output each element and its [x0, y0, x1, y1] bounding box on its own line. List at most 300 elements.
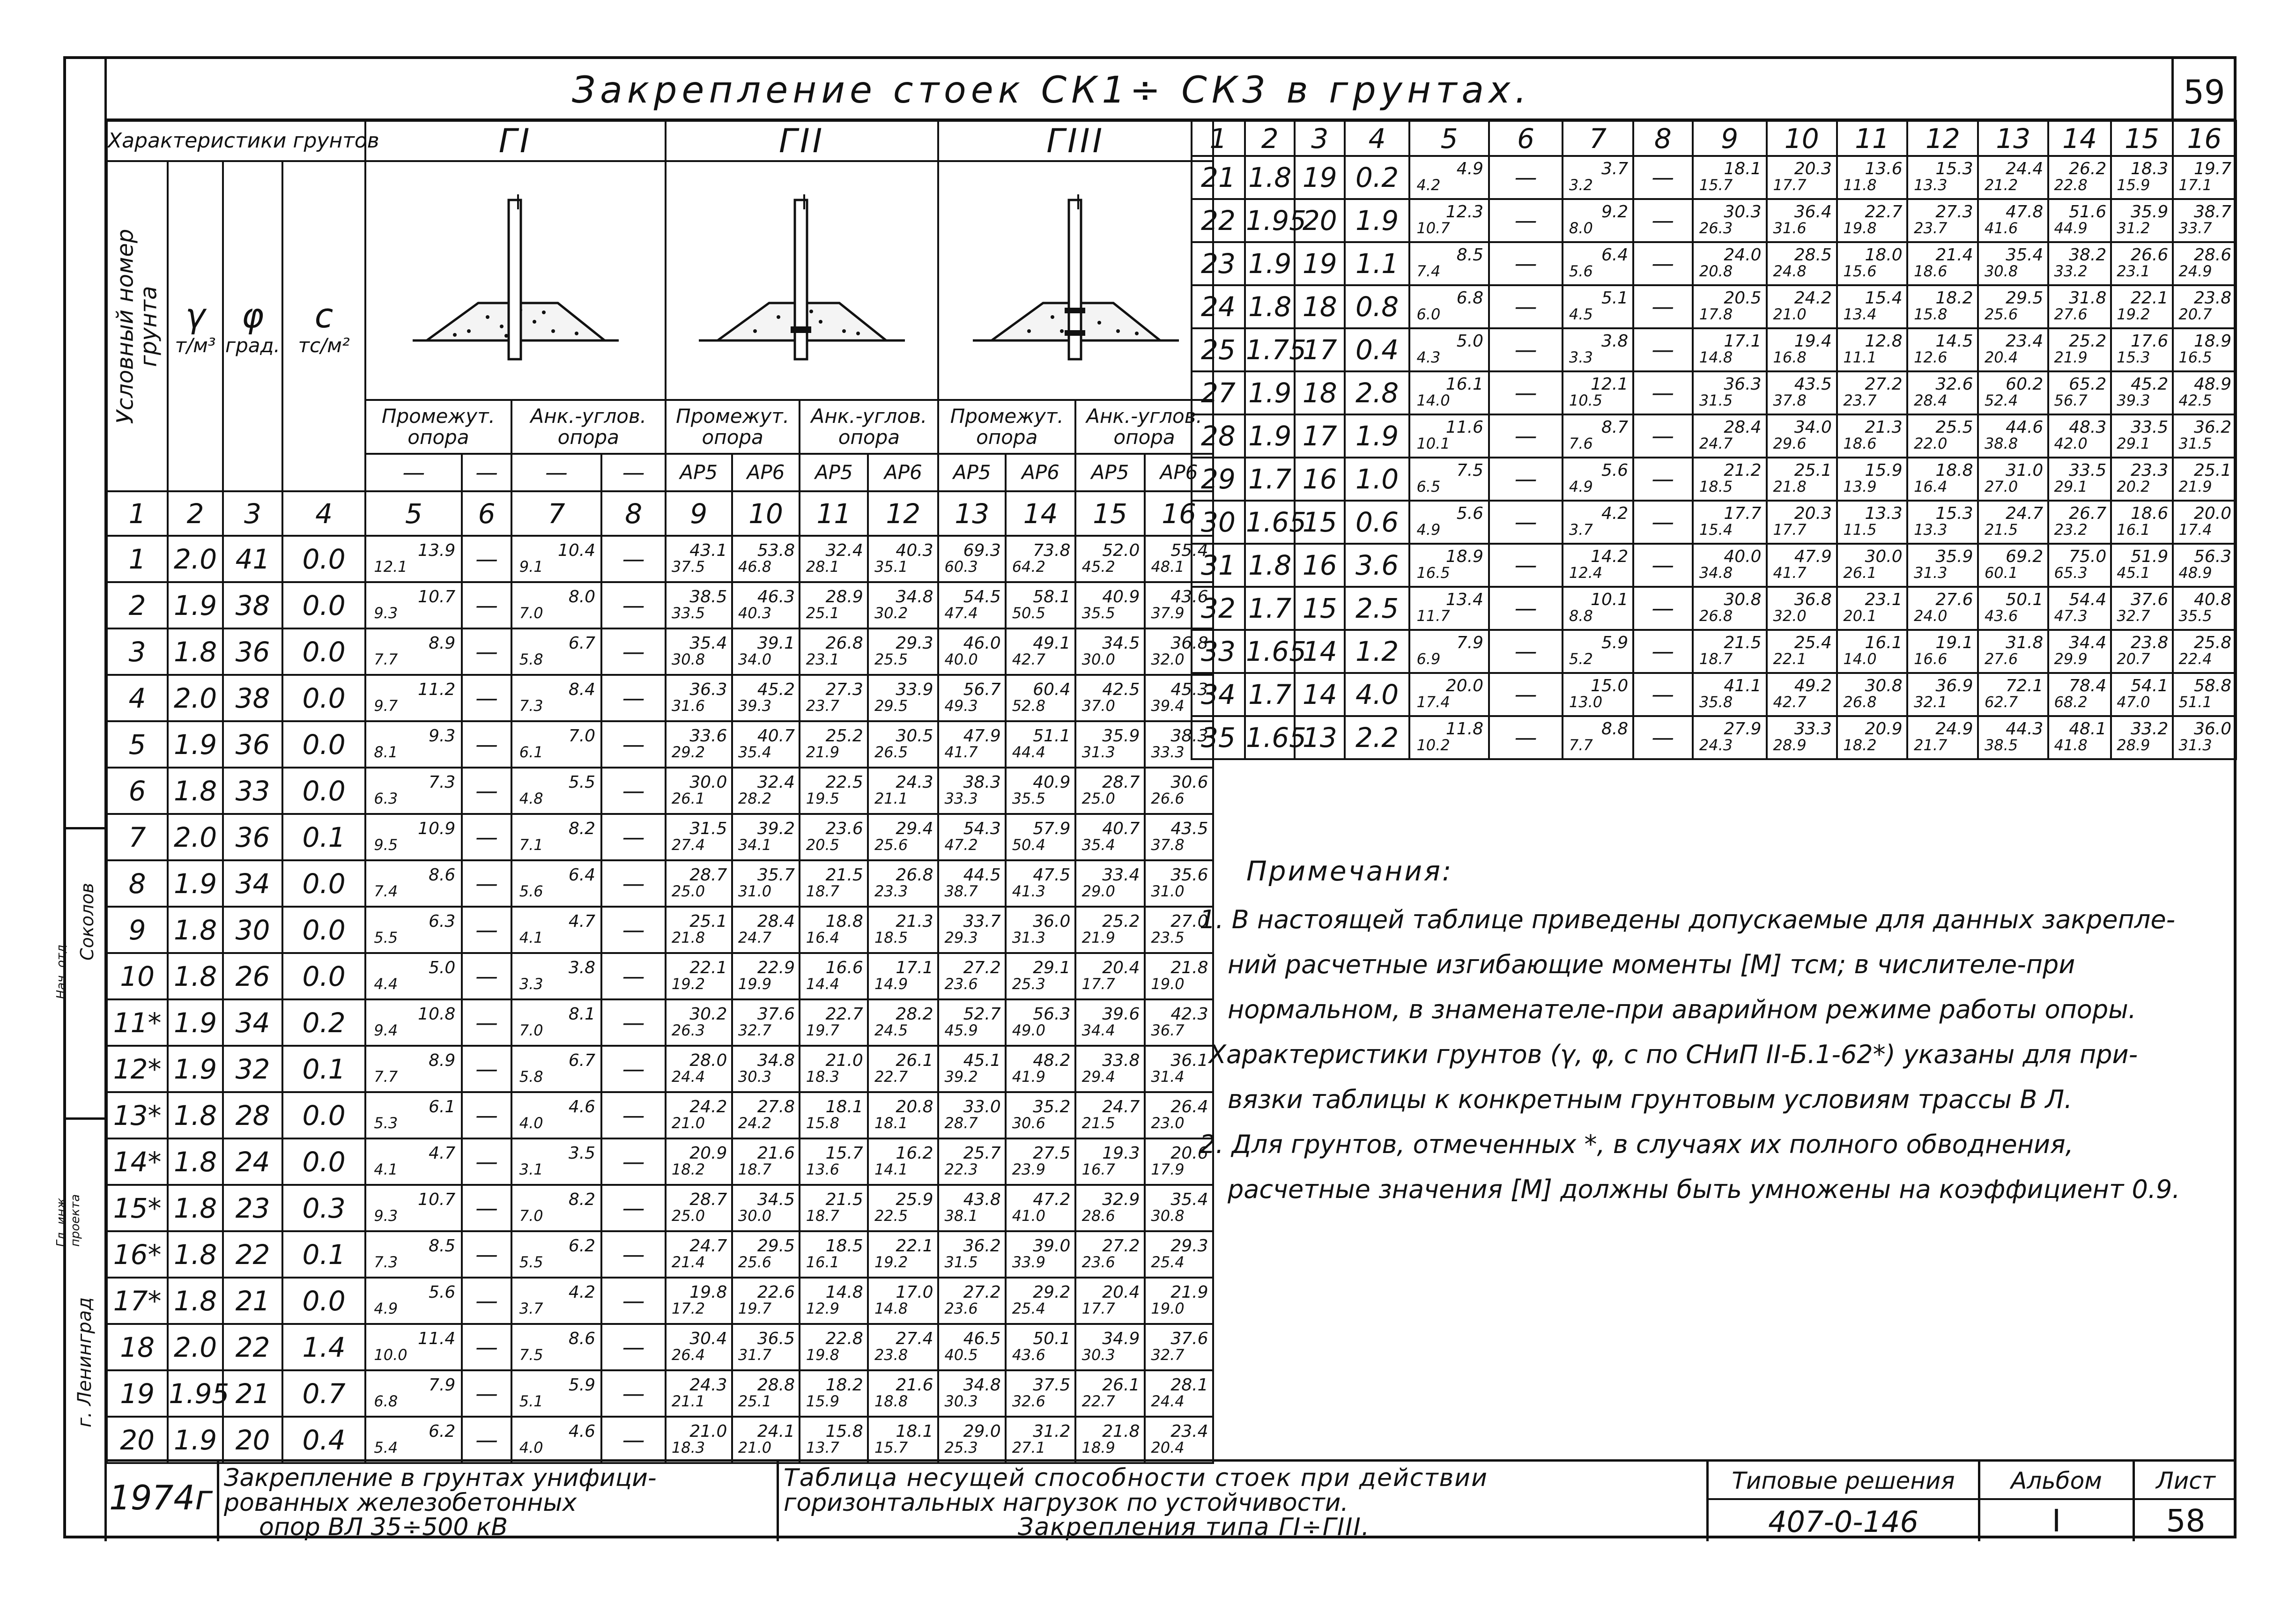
moment-cell — [1409, 371, 1489, 414]
moment-emergency: 38.5 — [689, 587, 727, 606]
moment-normal: 40.0 — [944, 650, 978, 668]
soil-density: 1.8 — [168, 907, 223, 953]
moment-normal: 11.7 — [1416, 607, 1450, 625]
moment-emergency: 23.8 — [2131, 633, 2169, 652]
moment-emergency: 15.7 — [825, 1143, 863, 1163]
column-number: 11 — [1837, 121, 1908, 156]
note-line: ний расчетные изгибающие моменты [М] тсм; в числителе-при — [1228, 950, 2075, 979]
moment-cell — [2048, 414, 2111, 458]
moment-normal: 31.3 — [1012, 928, 1045, 946]
moment-emergency: 28.7 — [689, 1190, 727, 1209]
moment-normal: 16.7 — [1081, 1160, 1115, 1178]
moment-cell — [800, 721, 868, 768]
moment-emergency: 36.4 — [1794, 202, 1832, 222]
moment-emergency: 27.3 — [1935, 202, 1973, 222]
soil-friction-angle: 14 — [1295, 630, 1345, 673]
moment-normal: 41.0 — [1012, 1206, 1045, 1225]
moment-normal: 17.7 — [1081, 975, 1115, 993]
moment-normal: 21.1 — [671, 1392, 705, 1410]
moment-normal: 22.8 — [2054, 176, 2088, 194]
moment-normal: 5.1 — [519, 1392, 543, 1410]
moment-normal: 18.1 — [874, 1114, 908, 1132]
moment-emergency: 28.9 — [825, 587, 863, 606]
moment-emergency: 36.3 — [689, 680, 727, 699]
moment-cell — [1075, 1185, 1145, 1231]
foundation-sketch-g3 — [938, 161, 1213, 400]
moment-cell — [1837, 587, 1908, 630]
column-number: 9 — [666, 491, 732, 536]
moment-cell — [1693, 587, 1767, 630]
moment-emergency: 8.0 — [568, 587, 596, 606]
moment-normal: 32.7 — [738, 1021, 772, 1039]
cohesion-header — [282, 161, 365, 491]
moment-cell — [511, 1370, 602, 1417]
moment-normal: 5.4 — [374, 1438, 398, 1456]
moment-emergency: 48.9 — [2193, 375, 2232, 394]
table-row — [107, 860, 1213, 907]
moment-emergency: 8.4 — [568, 680, 596, 699]
moment-emergency: 24.9 — [1935, 719, 1973, 739]
moment-cell — [2111, 501, 2173, 544]
soil-cohesion: 1.0 — [1345, 458, 1409, 501]
moment-normal: 23.1 — [2117, 262, 2150, 280]
moment-cell — [938, 675, 1006, 721]
moment-cell — [1837, 414, 1908, 458]
tb-album-label: Альбом — [2011, 1467, 2102, 1494]
moment-cell — [732, 768, 800, 814]
soil-number: 10 — [107, 953, 168, 999]
moment-emergency: 18.3 — [2131, 159, 2169, 178]
soil-number: 28 — [1192, 414, 1245, 458]
moment-emergency: 51.6 — [2069, 202, 2107, 222]
moment-cell — [1075, 721, 1145, 768]
moment-emergency: 47.2 — [1033, 1190, 1071, 1209]
moment-cell — [2111, 242, 2173, 285]
moment-cell — [800, 536, 868, 582]
moment-emergency: 19.3 — [1102, 1143, 1140, 1163]
moment-emergency: 36.0 — [2193, 719, 2232, 739]
moment-normal: 4.4 — [374, 975, 398, 993]
moment-emergency: 3.7 — [1601, 159, 1629, 178]
soil-density: 2.0 — [168, 675, 223, 721]
moment-cell — [511, 1231, 602, 1278]
moment-normal: 15.3 — [2117, 348, 2150, 366]
moment-normal: 7.7 — [1569, 736, 1593, 754]
moment-cell — [511, 1185, 602, 1231]
moment-normal: 21.4 — [671, 1253, 705, 1271]
moment-emergency: 28.7 — [1102, 772, 1140, 792]
moment-emergency: 26.7 — [2069, 504, 2107, 523]
moment-normal: 23.1 — [806, 650, 839, 668]
moment-normal: 5.3 — [374, 1114, 398, 1132]
moment-cell — [1693, 414, 1767, 458]
moment-normal: 31.3 — [2178, 736, 2212, 754]
moment-emergency: 20.6 — [1170, 1143, 1208, 1163]
moment-emergency: 5.0 — [1456, 332, 1484, 351]
moment-cell — [1006, 721, 1075, 768]
moment-emergency: 36.8 — [1794, 590, 1832, 609]
moment-emergency: 5.9 — [568, 1375, 596, 1395]
moment-normal: 17.7 — [1773, 176, 1807, 194]
soil-cohesion: 0.0 — [282, 628, 365, 675]
moment-cell — [1409, 156, 1489, 199]
moment-emergency: 25.2 — [825, 726, 863, 746]
moment-emergency: 13.4 — [1445, 590, 1484, 609]
moment-normal: 5.8 — [519, 650, 543, 668]
moment-emergency: 8.6 — [568, 1329, 596, 1348]
moment-normal: 9.5 — [374, 835, 398, 854]
moment-normal: 13.3 — [1914, 176, 1948, 194]
soil-density: 1.9 — [168, 999, 223, 1046]
table-row — [107, 1092, 1213, 1138]
moment-normal: 9.1 — [519, 557, 543, 576]
moment-emergency: 17.1 — [1724, 332, 1762, 351]
soil-table-left — [106, 120, 1214, 1464]
moment-emergency: 10.4 — [557, 540, 596, 560]
column-number: 2 — [168, 491, 223, 536]
empty-dash-cell: — — [601, 721, 666, 768]
moment-cell — [1006, 675, 1075, 721]
moment-cell — [868, 628, 938, 675]
moment-cell — [2048, 501, 2111, 544]
moment-cell — [1409, 630, 1489, 673]
moment-normal: 15.9 — [2117, 176, 2150, 194]
moment-normal: 47.4 — [944, 604, 978, 622]
empty-dash-cell: — — [462, 675, 511, 721]
table-row — [107, 536, 1213, 582]
moment-normal: 24.9 — [2178, 262, 2212, 280]
moment-normal: 7.3 — [519, 696, 543, 715]
moment-normal: 10.0 — [374, 1345, 407, 1364]
moment-normal: 20.5 — [806, 835, 839, 854]
moment-emergency: 20.4 — [1102, 958, 1140, 977]
empty-dash-cell: — — [601, 536, 666, 582]
moment-cell — [511, 1138, 602, 1185]
moment-cell — [938, 536, 1006, 582]
moment-emergency: 29.4 — [896, 819, 933, 838]
moment-emergency: 35.7 — [757, 865, 795, 885]
moment-normal: 14.4 — [806, 975, 839, 993]
moment-cell — [1075, 675, 1145, 721]
moment-cell — [1006, 628, 1075, 675]
note-line: нормальном, в знаменателе-при аварийном режиме работы опоры. — [1228, 995, 2136, 1024]
moment-cell — [1409, 716, 1489, 759]
moment-emergency: 44.3 — [2006, 719, 2044, 739]
moment-cell — [1907, 458, 1978, 501]
table-row — [1192, 199, 2236, 242]
moment-emergency: 38.2 — [2069, 245, 2107, 265]
soil-number: 5 — [107, 721, 168, 768]
moment-emergency: 22.7 — [1865, 202, 1903, 222]
moment-cell — [732, 536, 800, 582]
moment-normal: 18.7 — [806, 882, 839, 900]
moment-cell — [1693, 673, 1767, 716]
moment-normal: 15.7 — [1699, 176, 1733, 194]
moment-emergency: 48.3 — [2069, 418, 2107, 437]
g2-anchor-header: Анк.-углов. опора — [800, 400, 938, 454]
soil-density: 1.9 — [168, 721, 223, 768]
moment-cell — [1006, 1324, 1075, 1370]
sheet-title: Закрепление стоек СК1÷ СК3 в грунтах. — [572, 69, 1532, 111]
moment-emergency: 33.6 — [689, 726, 727, 746]
moment-cell — [1563, 716, 1633, 759]
moment-cell — [1837, 544, 1908, 587]
moment-emergency: 39.2 — [757, 819, 795, 838]
moment-normal: 48.9 — [2178, 564, 2212, 582]
column-number: 13 — [938, 491, 1006, 536]
moment-cell — [1767, 328, 1837, 371]
moment-emergency: 25.1 — [689, 911, 727, 931]
moment-normal: 29.3 — [944, 928, 978, 946]
moment-cell — [1978, 242, 2048, 285]
moment-cell — [938, 1370, 1006, 1417]
moment-cell — [732, 1417, 800, 1463]
moment-normal: 42.0 — [2054, 435, 2088, 452]
empty-dash-cell: — — [601, 1046, 666, 1092]
moment-emergency: 40.8 — [2193, 590, 2232, 609]
moment-cell — [1075, 768, 1145, 814]
soil-cohesion: 0.0 — [282, 721, 365, 768]
moment-emergency: 43.5 — [1170, 819, 1208, 838]
moment-emergency: 6.1 — [429, 1097, 456, 1116]
moment-cell — [666, 999, 732, 1046]
soil-cohesion: 1.1 — [1345, 242, 1409, 285]
moment-normal: 47.2 — [944, 835, 978, 854]
moment-cell — [800, 1138, 868, 1185]
moment-emergency: 11.8 — [1445, 719, 1484, 739]
moment-normal: 30.8 — [1151, 1206, 1185, 1225]
moment-emergency: 30.0 — [1865, 547, 1903, 566]
empty-dash-cell: — — [1489, 716, 1563, 759]
moment-emergency: 8.8 — [1601, 719, 1629, 739]
moment-cell — [732, 953, 800, 999]
empty-dash-cell: — — [1489, 630, 1563, 673]
moment-cell — [365, 1278, 462, 1324]
moment-emergency: 8.2 — [568, 819, 596, 838]
moment-emergency: 45.2 — [757, 680, 795, 699]
moment-normal: 22.4 — [2178, 650, 2212, 668]
moment-cell — [666, 1138, 732, 1185]
moment-cell — [365, 582, 462, 628]
moment-cell — [1075, 999, 1145, 1046]
moment-cell — [666, 628, 732, 675]
g1-anchor-header: Анк.-углов. опора — [511, 400, 666, 454]
moment-emergency: 17.6 — [2131, 332, 2169, 351]
empty-dash-cell: — — [1633, 156, 1693, 199]
moment-emergency: 31.5 — [689, 819, 727, 838]
moment-normal: 21.1 — [874, 789, 908, 807]
g3-anchor-header: Анк.-углов. опора — [1075, 400, 1213, 454]
moment-normal: 45.1 — [2117, 564, 2150, 582]
table-row — [1192, 501, 2236, 544]
moment-emergency: 13.6 — [1865, 159, 1903, 178]
moment-normal: 35.5 — [1012, 789, 1045, 807]
table-row — [107, 768, 1213, 814]
title-block — [104, 1459, 2237, 1541]
empty-dash-cell: — — [462, 1046, 511, 1092]
moment-cell — [868, 1370, 938, 1417]
moment-normal: 41.7 — [1773, 564, 1807, 582]
column-number: 11 — [800, 491, 868, 536]
moment-cell — [2048, 630, 2111, 673]
moment-normal: 14.9 — [874, 975, 908, 993]
moment-normal: 25.3 — [1012, 975, 1045, 993]
soil-number: 24 — [1192, 285, 1245, 328]
moment-emergency: 44.5 — [963, 865, 1001, 885]
phi-header — [223, 161, 282, 491]
moment-emergency: 33.4 — [1102, 865, 1140, 885]
moment-cell — [1907, 544, 1978, 587]
moment-normal: 23.7 — [1914, 219, 1948, 237]
moment-normal: 21.9 — [1081, 928, 1115, 946]
soil-friction-angle: 16 — [1295, 544, 1345, 587]
moment-emergency: 25.2 — [1102, 911, 1140, 931]
column-number: 9 — [1693, 121, 1767, 156]
moment-cell — [1409, 673, 1489, 716]
moment-normal: 16.8 — [1773, 348, 1807, 366]
moment-normal: 27.6 — [2054, 305, 2088, 323]
soil-friction-angle: 33 — [223, 768, 282, 814]
moment-emergency: 23.8 — [2193, 288, 2232, 308]
moment-emergency: 37.6 — [2131, 590, 2169, 609]
moment-normal: 31.7 — [738, 1345, 772, 1364]
table-row — [1192, 156, 2236, 199]
moment-emergency: 8.5 — [1456, 245, 1484, 265]
moment-emergency: 34.9 — [1102, 1329, 1140, 1348]
moment-emergency: 16.1 — [1865, 633, 1903, 652]
moment-cell — [938, 1417, 1006, 1463]
empty-dash-cell: — — [462, 1324, 511, 1370]
soil-density: 1.65 — [1245, 501, 1295, 544]
moment-normal: 41.8 — [2054, 736, 2088, 754]
moment-normal: 68.2 — [2054, 693, 2088, 711]
moment-normal: 26.6 — [1151, 789, 1185, 807]
moment-emergency: 35.9 — [1102, 726, 1140, 746]
moment-normal: 26.5 — [874, 743, 908, 761]
table-row — [1192, 587, 2236, 630]
moment-cell — [1767, 156, 1837, 199]
empty-dash-cell: — — [1633, 414, 1693, 458]
moment-normal: 6.8 — [374, 1392, 398, 1410]
moment-emergency: 36.2 — [963, 1236, 1001, 1256]
moment-cell — [1145, 1278, 1213, 1324]
soil-friction-angle: 16 — [1295, 458, 1345, 501]
moment-emergency: 30.8 — [1724, 590, 1762, 609]
moment-normal: 29.0 — [1081, 882, 1115, 900]
moment-cell — [365, 1138, 462, 1185]
moment-cell — [666, 1092, 732, 1138]
tb-table-2: горизонтальных нагрузок по устойчивости. — [784, 1489, 1348, 1517]
empty-dash-cell: — — [601, 907, 666, 953]
moment-normal: 30.3 — [1081, 1345, 1115, 1364]
moment-emergency: 18.1 — [825, 1097, 863, 1116]
moment-emergency: 28.4 — [757, 911, 795, 931]
moment-cell — [2048, 156, 2111, 199]
empty-dash-cell: — — [601, 1185, 666, 1231]
soil-cohesion: 0.7 — [282, 1370, 365, 1417]
moment-normal: 33.9 — [1012, 1253, 1045, 1271]
moment-cell — [732, 1138, 800, 1185]
moment-emergency: 30.2 — [689, 1004, 727, 1024]
moment-emergency: 28.2 — [896, 1004, 933, 1024]
soil-density: 1.7 — [1245, 458, 1295, 501]
moment-cell — [1978, 156, 2048, 199]
column-number: 4 — [282, 491, 365, 536]
moment-emergency: 18.1 — [896, 1421, 933, 1441]
column-number: 1 — [1192, 121, 1245, 156]
moment-emergency: 30.4 — [689, 1329, 727, 1348]
moment-cell — [511, 768, 602, 814]
moment-cell — [732, 814, 800, 860]
moment-emergency: 54.5 — [963, 587, 1001, 606]
moment-cell — [732, 582, 800, 628]
moment-normal: 30.6 — [1012, 1114, 1045, 1132]
moment-normal: 37.9 — [1151, 604, 1185, 622]
moment-emergency: 18.9 — [2193, 332, 2232, 351]
moment-normal: 19.9 — [738, 975, 772, 993]
note-line: 2. Для грунтов, отмеченных *, в случаях их полного обводнения, — [1200, 1130, 2074, 1159]
column-number: 5 — [1409, 121, 1489, 156]
moment-emergency: 10.7 — [418, 587, 456, 606]
moment-emergency: 14.2 — [1591, 547, 1629, 566]
column-number: 14 — [2048, 121, 2111, 156]
soil-friction-angle: 38 — [223, 675, 282, 721]
table-row — [1192, 630, 2236, 673]
moment-normal: 7.0 — [519, 1021, 543, 1039]
moment-emergency: 15.4 — [1865, 288, 1903, 308]
moment-cell — [1409, 414, 1489, 458]
moment-cell — [1693, 501, 1767, 544]
empty-dash-cell: — — [462, 814, 511, 860]
moment-cell — [1145, 1324, 1213, 1370]
moment-cell — [365, 1046, 462, 1092]
moment-cell — [1907, 673, 1978, 716]
moment-cell — [2111, 630, 2173, 673]
moment-emergency: 75.0 — [2069, 547, 2107, 566]
moment-emergency: 22.9 — [757, 958, 795, 977]
moment-normal: 15.7 — [874, 1438, 908, 1456]
table-row — [107, 1138, 1213, 1185]
soil-number: 34 — [1192, 673, 1245, 716]
moment-normal: 24.0 — [1914, 607, 1948, 625]
moment-cell — [732, 1370, 800, 1417]
moment-cell — [868, 999, 938, 1046]
moment-cell — [1075, 814, 1145, 860]
moment-normal: 26.8 — [1843, 693, 1877, 711]
soil-characteristics-header: Характеристики грунтов — [107, 121, 365, 161]
moment-cell — [1563, 242, 1633, 285]
soil-friction-angle: 41 — [223, 536, 282, 582]
moment-normal: 42.7 — [1773, 693, 1807, 711]
moment-normal: 5.2 — [1569, 650, 1593, 668]
moment-cell — [1978, 544, 2048, 587]
moment-normal: 38.1 — [944, 1206, 978, 1225]
moment-normal: 23.6 — [944, 975, 978, 993]
moment-normal: 41.9 — [1012, 1067, 1045, 1086]
moment-emergency: 35.9 — [2131, 202, 2169, 222]
moment-normal: 41.6 — [1984, 219, 2018, 237]
soil-cohesion: 0.0 — [282, 953, 365, 999]
moment-emergency: 29.3 — [896, 633, 933, 653]
moment-normal: 31.3 — [1081, 743, 1115, 761]
moment-normal: 18.6 — [1843, 435, 1877, 452]
soil-friction-angle: 32 — [223, 1046, 282, 1092]
moment-normal: 7.7 — [374, 650, 398, 668]
moment-emergency: 40.7 — [757, 726, 795, 746]
moment-cell — [1978, 458, 2048, 501]
moment-cell — [2173, 156, 2236, 199]
moment-normal: 22.3 — [944, 1160, 978, 1178]
